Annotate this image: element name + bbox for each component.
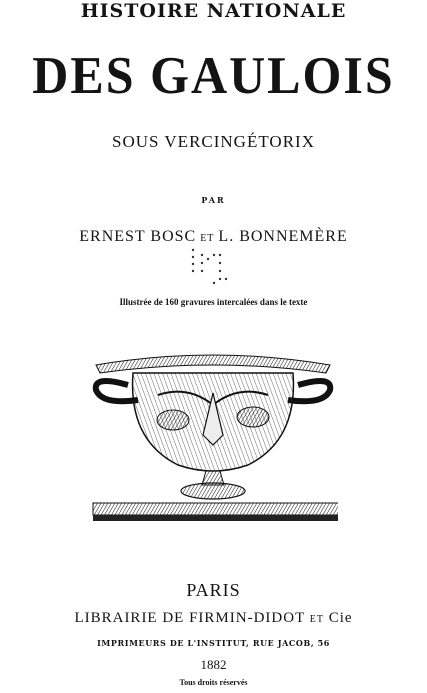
- illustration-note: Illustrée de 160 gravures intercalées dans le texte: [119, 297, 308, 307]
- author-1: ERNEST BOSC: [79, 228, 197, 245]
- year: 1882: [200, 657, 227, 672]
- author-et: ET: [200, 233, 215, 244]
- subtitle: SOUS VERCINGÉTORIX: [112, 132, 315, 151]
- city: PARIS: [186, 580, 241, 600]
- rights-line: Tous droits réservés: [179, 678, 248, 687]
- cup-engraving-icon: [88, 345, 338, 535]
- title-top: HISTOIRE NATIONALE: [80, 0, 347, 22]
- publisher-name: LIBRAIRIE DE FIRMIN-DIDOT: [74, 610, 305, 626]
- author-2: L. BONNEMÈRE: [218, 228, 348, 245]
- publisher-et: ET: [309, 614, 324, 625]
- library-stamp-icon: [190, 245, 240, 290]
- printer-line: IMPRIMEURS DE L'INSTITUT, RUE JACOB, 56: [97, 638, 330, 648]
- title-main: DES GAULOIS: [32, 45, 395, 105]
- authors: [0, 228, 427, 246]
- par-label: PAR: [201, 195, 226, 205]
- publisher-cie: Cie: [328, 610, 353, 626]
- publisher: [0, 610, 427, 627]
